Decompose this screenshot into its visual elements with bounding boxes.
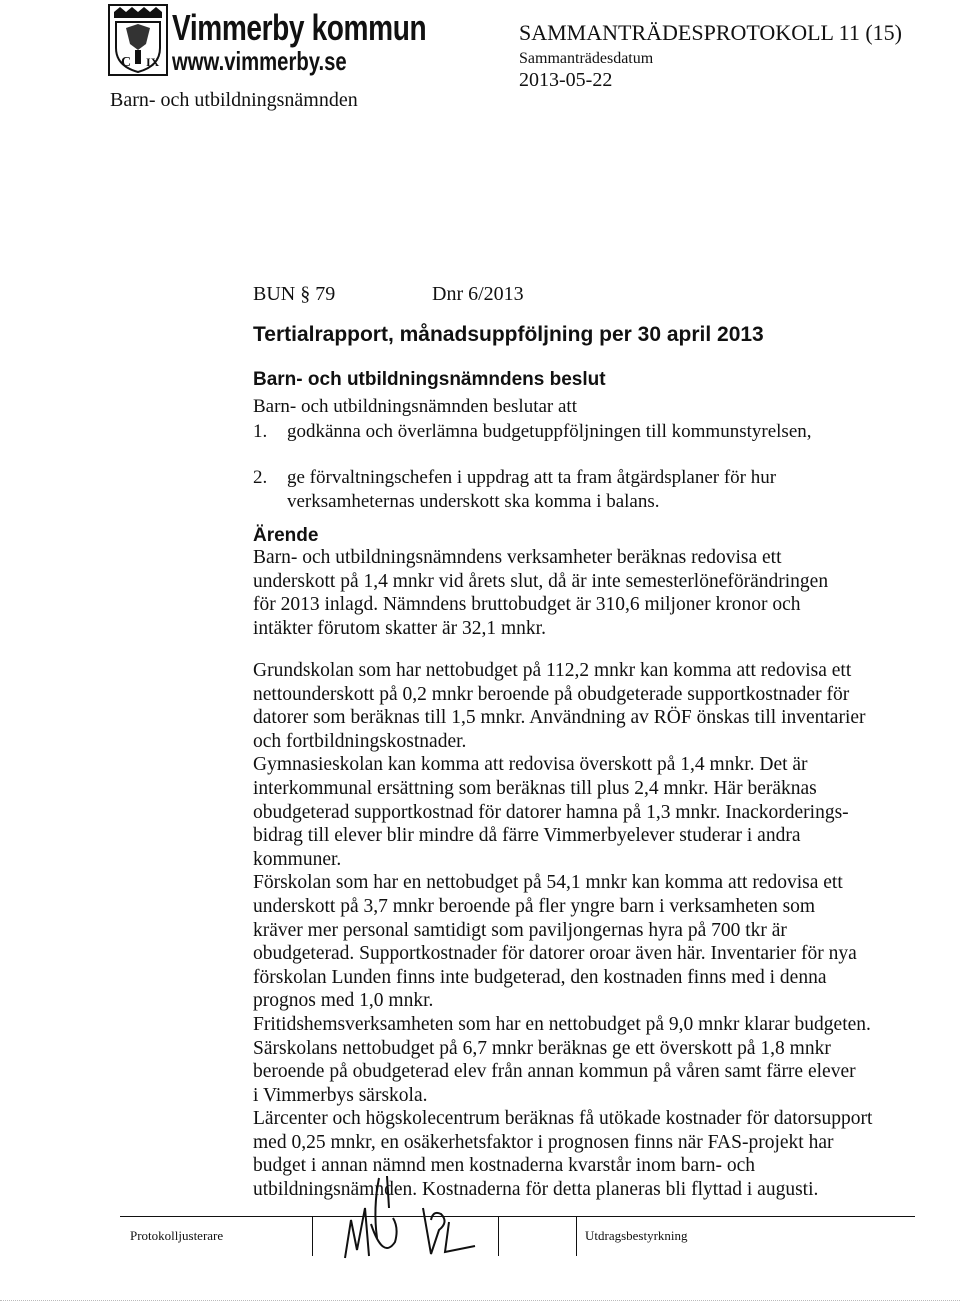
detail-line: nettounderskott på 0,2 mnkr beroende på obudgeterade supportkostnader för — [253, 683, 850, 705]
decision-item-number: 1. — [253, 421, 268, 442]
detail-line: med 0,25 mnkr, en osäkerhetsfaktor i prognosen finns när FAS-projekt har — [253, 1131, 834, 1153]
svg-text:C: C — [121, 55, 132, 70]
decision-heading: Barn- och utbildningsnämndens beslut — [253, 369, 606, 390]
org-name: Vimmerby kommun — [172, 7, 427, 48]
signature-box-divider — [498, 1216, 499, 1256]
meeting-date-label: Sammanträdesdatum — [519, 50, 654, 67]
detail-line: Gymnasieskolan kan komma att redovisa överskott på 1,4 mnkr. Det är — [253, 754, 808, 776]
matter-line: intäkter förutom skatter är 32,1 mnkr. — [253, 617, 546, 639]
detail-line: Fritidshemsverksamheten som har en nettobudget på 9,0 mnkr klarar budgeten. — [253, 1013, 871, 1035]
detail-line: förskolan Lunden finns inte budgeterad, den kostnaden finns med i denna — [253, 966, 827, 988]
adjuster-label: Protokolljusterare — [130, 1228, 224, 1243]
extract-certification-label: Utdragsbestyrkning — [585, 1228, 688, 1243]
matter-heading: Ärende — [253, 525, 319, 546]
matter-line: för 2013 inlagd. Nämndens bruttobudget är 310,6 miljoner kronor och — [253, 594, 801, 616]
detail-line: underskott på 3,7 mnkr beroende på fler yngre barn i verksamheten som — [253, 895, 816, 917]
signature-box-divider — [312, 1216, 313, 1256]
detail-line: budget i annan nämnd men kostnaderna kvarstår inom barn- och — [253, 1155, 755, 1177]
decision-item — [253, 420, 853, 444]
detail-line: beroende på obudgeterad elev från annan kommun på våren samt färre elever — [253, 1061, 856, 1083]
matter-paragraph — [253, 546, 893, 640]
matter-line: Barn- och utbildningsnämndens verksamheter beräknas redovisa ett — [253, 547, 782, 568]
document-title: SAMMANTRÄDESPROTOKOLL 11 (15) — [519, 20, 902, 45]
decision-item-line: verksamheternas underskott ska komma i balans. — [287, 491, 660, 512]
agenda-title: Tertialrapport, månadsuppföljning per 30 april 2013 — [253, 323, 764, 346]
detail-line: utbildningsnämnden. Kostnaderna för detta planeras bli flyttad i augusti. — [253, 1179, 819, 1201]
matter-line: underskott på 1,4 mnkr vid årets slut, då är inte semesterlöneförändringen — [253, 570, 829, 592]
detail-line: Lärcenter och högskolecentrum beräknas få utökade kostnader för datorsupport — [253, 1108, 873, 1130]
meeting-date-value: 2013-05-22 — [519, 69, 613, 91]
svg-text:IX: IX — [146, 55, 160, 69]
detail-paragraph — [253, 659, 893, 1202]
coat-of-arms-logo — [108, 4, 168, 76]
decision-item-line: godkänna och överlämna budgetuppföljningen till kommunstyrelsen, — [287, 421, 812, 442]
detail-line: datorer som beräknas till 1,5 mnkr. Användning av RÖF önskas till inventarier — [253, 707, 866, 729]
diary-number: Dnr 6/2013 — [432, 283, 524, 305]
detail-line: bidrag till elever blir mindre då färre Vimmerbyelever studerar i andra — [253, 825, 801, 847]
org-url[interactable]: www.vimmerby.se — [172, 46, 347, 76]
detail-line: kommuner. — [253, 848, 342, 870]
detail-line: obudgeterad. Supportkostnader för datorer oroar även här. Inventarier för nya — [253, 943, 857, 965]
detail-line: interkommunal ersättning som beräknas till plus 2,4 mnkr. Här beräknas — [253, 777, 817, 799]
detail-line: obudgeterad supportkostnad för datorer hamna på 1,3 mnkr. Inackorderings- — [253, 801, 849, 823]
detail-line: i Vimmerbys särskola. — [253, 1084, 428, 1106]
detail-line: prognos med 1,0 mnkr. — [253, 990, 434, 1012]
detail-line: och fortbildningskostnader. — [253, 730, 467, 752]
signature-box-divider — [576, 1216, 577, 1256]
department-name: Barn- och utbildningsnämnden — [110, 89, 358, 111]
decision-item-line: ge förvaltningschefen i uppdrag att ta fram åtgärdsplaner för hur — [287, 467, 777, 488]
signature-initials — [335, 1168, 495, 1268]
detail-line: Särskolans nettobudget på 6,7 mnkr beräknas ge ett överskott på 1,8 mnkr — [253, 1037, 831, 1059]
paragraph-reference: BUN § 79 — [253, 283, 336, 305]
detail-line: Grundskolan som har nettobudget på 112,2 mnkr kan komma att redovisa ett — [253, 660, 852, 681]
decision-item-number: 2. — [253, 467, 268, 488]
decision-item — [253, 466, 853, 514]
footer-divider — [120, 1216, 915, 1217]
decision-intro: Barn- och utbildningsnämnden beslutar att — [253, 396, 577, 417]
detail-line: kräver mer personal samtidigt som paviljongernas hyra på 700 tkr är — [253, 919, 787, 941]
detail-line: Förskolan som har en nettobudget på 54,1 mnkr kan komma att redovisa ett — [253, 872, 843, 894]
page-bottom-edge — [0, 1300, 960, 1301]
